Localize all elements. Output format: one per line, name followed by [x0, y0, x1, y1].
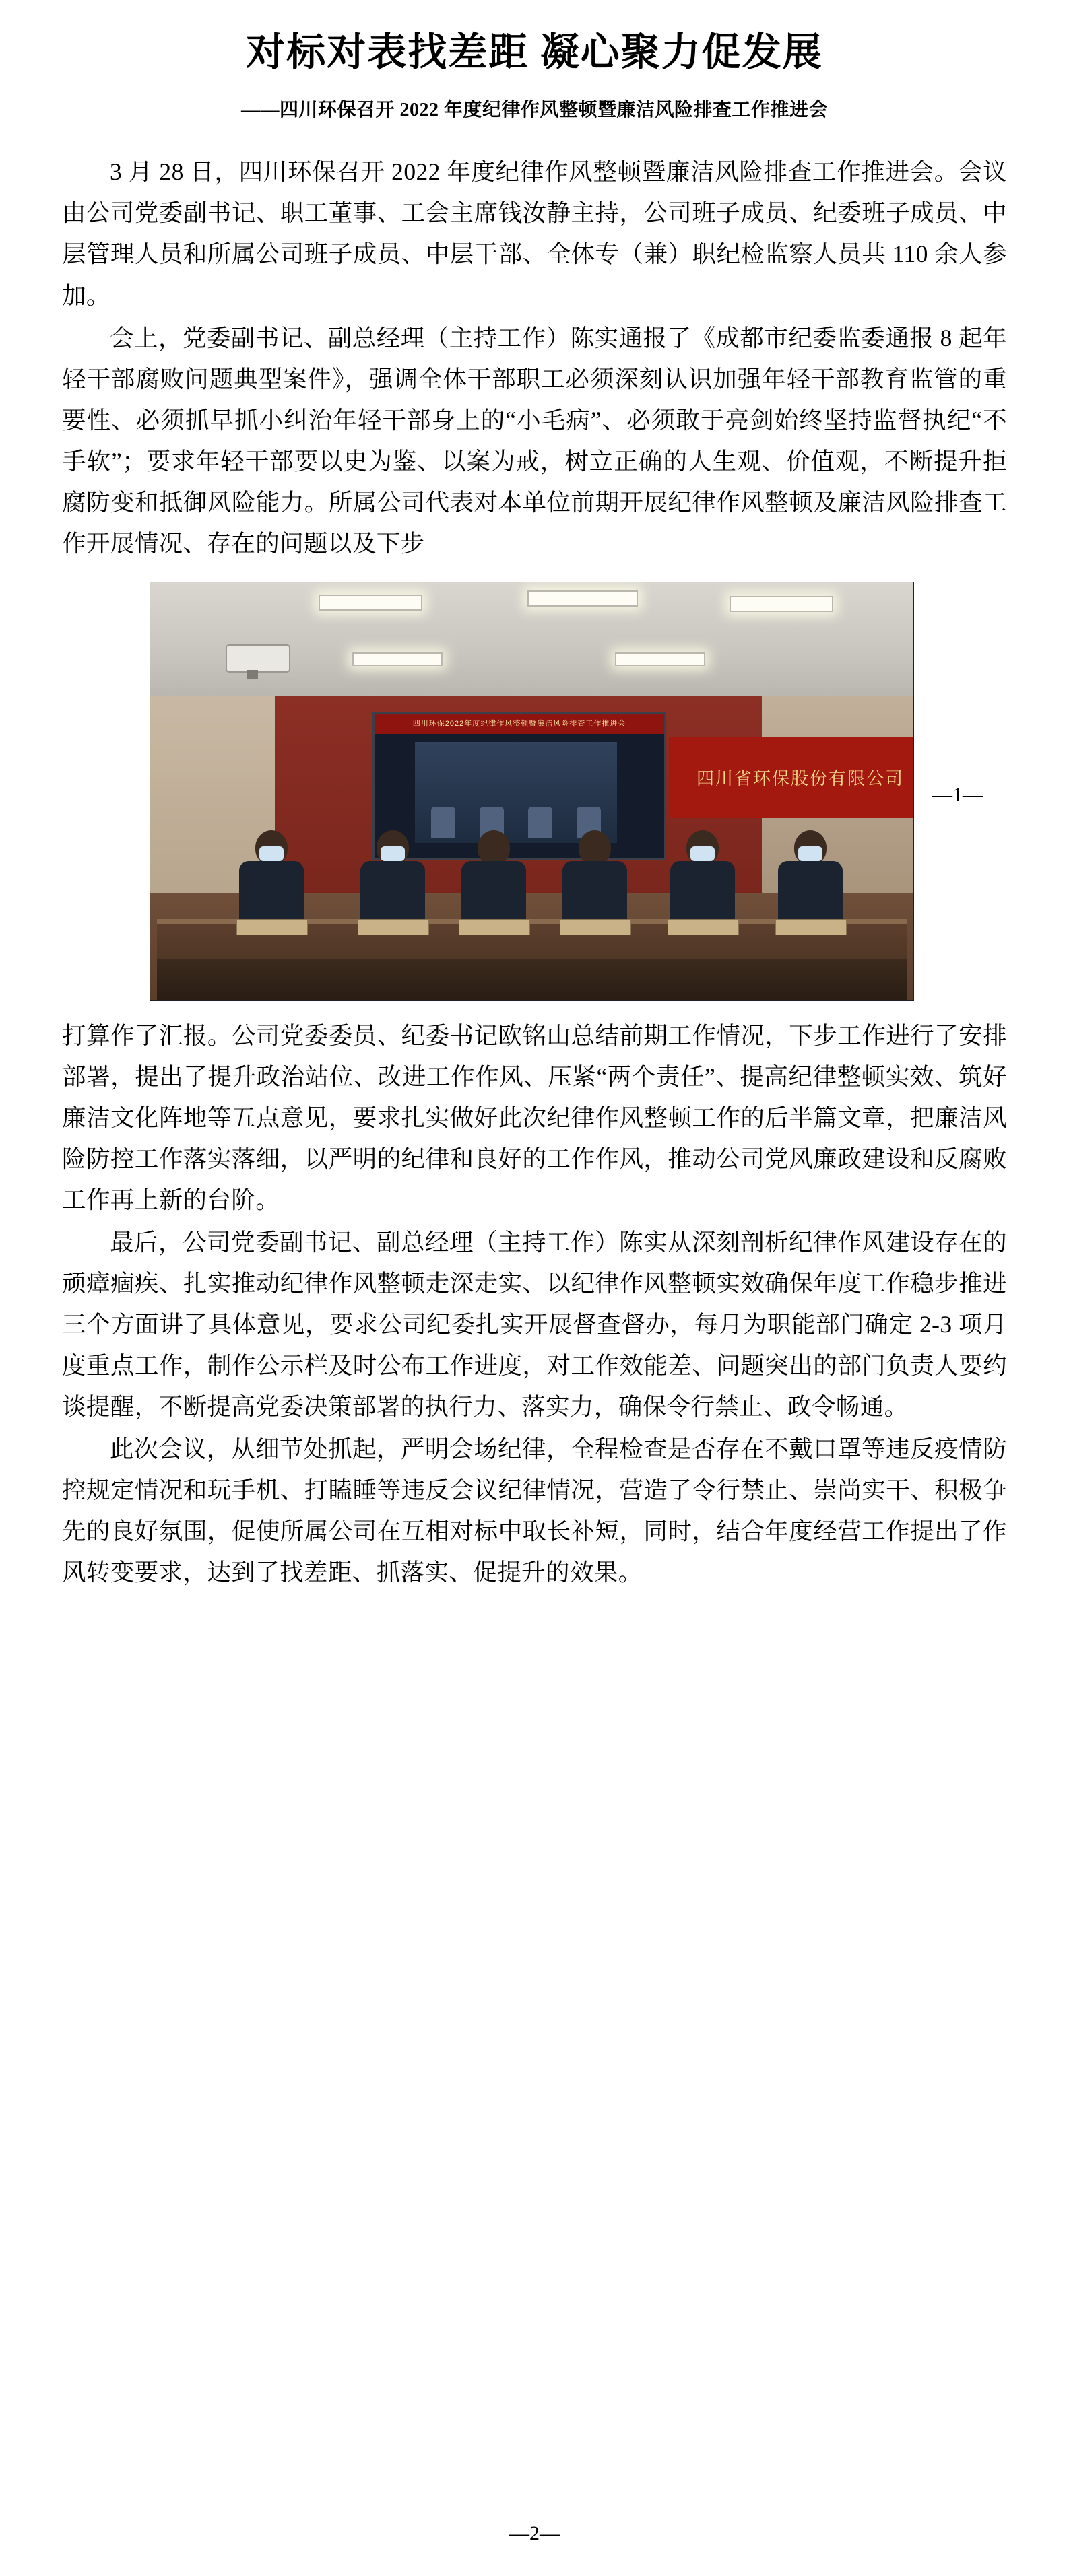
- nameplate: [236, 919, 308, 935]
- seated-person: [352, 830, 433, 918]
- paragraph-2: 会上，党委副书记、副总经理（主持工作）陈实通报了《成都市纪委监委通报 8 起年轻干部腐败问题典型案件》，强调全体干部职工必须深刻认识加强年轻干部教育监管的重要性、必须抓早抓小纠治年轻干部身上的“小毛病”、必须敢于亮剑始终坚持监督执纪“不手软”；要求年轻干部要以史为鉴、以案为戒，树立正确的人生观、价值观，不断提升拒腐防变和抵御风险能力。所属公司代表对本单位前期开展纪律作风整顿及廉洁风险排查工作开展情况、存在的问题以及下步: [62, 324, 1007, 557]
- person-body: [670, 861, 735, 919]
- nameplate: [668, 919, 739, 935]
- ceiling-light-icon: [527, 590, 638, 607]
- ceiling-light-icon: [319, 595, 422, 611]
- seated-person: [554, 830, 635, 918]
- nameplate: [775, 919, 847, 935]
- document-body: [0, 151, 1069, 1593]
- person-head: [579, 830, 611, 865]
- seated-person: [231, 830, 312, 918]
- side-page-mark: —1—: [932, 783, 983, 806]
- video-conference-view: [415, 742, 617, 843]
- page-title: 对标对表找差距 凝心聚力促发展: [246, 30, 823, 74]
- video-participant: [431, 807, 455, 838]
- seated-person: [662, 830, 743, 918]
- person-body: [360, 861, 425, 919]
- person-body: [461, 861, 526, 919]
- paragraph-5: 此次会议，从细节处抓起，严明会场纪律，全程检查是否存在不戴口罩等违反疫情防控规定情况和玩手机、打瞌睡等违反会议纪律情况，营造了令行禁止、崇尚实干、积极争先的良好氛围，促使所属公司在互相对标中取长补短，同时，结合年度经营工作提出了作风转变要求，达到了找差距、抓落实、促提升的效果。: [62, 1435, 1007, 1586]
- person-head: [478, 830, 510, 865]
- person-body: [562, 861, 627, 919]
- face-mask-icon: [381, 846, 405, 861]
- paragraph-1: 3 月 28 日，四川环保召开 2022 年度纪律作风整顿暨廉洁风险排查工作推进会。会议由公司党委副书记、职工董事、工会主席钱汝静主持，公司班子成员、纪委班子成员、中层管理人员和所属公司班子成员、中层干部、全体专（兼）职纪检监察人员共 110 余人参加。: [62, 158, 1007, 309]
- projector-icon: [226, 644, 290, 673]
- seated-person: [453, 830, 534, 918]
- ceiling-light-icon: [615, 652, 705, 666]
- page-subtitle: ——四川环保召开 2022 年度纪律作风整顿暨廉洁风险排查工作推进会: [240, 100, 828, 121]
- nameplate: [358, 919, 429, 935]
- paragraph-4: 最后，公司党委副书记、副总经理（主持工作）陈实从深刻剖析纪律作风建设存在的顽瘴痼疾、扎实推动纪律作风整顿走深走实、以纪律作风整顿实效确保年度工作稳步推进三个方面讲了具体意见，要求公司纪委扎实开展督查督办，每月为职能部门确定 2-3 项月度重点工作，制作公示栏及时公布工作进度，对工作效能差、问题突出的部门负责人要约谈提醒，不断提高党委决策部署的执行力、落实力，确保令行禁止、政令畅通。: [62, 1229, 1007, 1421]
- wall-banner-text: 四川省环保股份有限公司: [669, 737, 914, 818]
- ceiling-light-icon: [352, 652, 443, 666]
- face-mask-icon: [259, 846, 284, 861]
- screen-banner-text: 四川环保2022年度纪律作风整顿暨廉洁风险排查工作推进会: [375, 714, 664, 734]
- nameplate: [459, 919, 530, 935]
- paragraph-3: 打算作了汇报。公司党委委员、纪委书记欧铭山总结前期工作情况，下步工作进行了安排部署，提出了提升政治站位、改进工作作风、压紧“两个责任”、提高纪律整顿实效、筑好廉洁文化阵地等五点意见，要求扎实做好此次纪律作风整顿工作的后半篇文章，把廉洁风险防控工作落实落细，以严明的纪律和良好的工作作风，推动公司党风廉政建设和反腐败工作再上新的台阶。: [62, 1021, 1007, 1214]
- person-body: [239, 861, 304, 919]
- document-page: [0, 27, 1069, 2576]
- ceiling-light-icon: [730, 596, 833, 612]
- meeting-photo-figure: [62, 582, 1007, 1001]
- face-mask-icon: [690, 846, 715, 861]
- seated-person: [770, 830, 851, 918]
- table-skirt: [157, 959, 907, 1000]
- face-mask-icon: [798, 846, 822, 861]
- meeting-photo: [150, 582, 914, 1001]
- nameplate: [560, 919, 631, 935]
- person-body: [778, 861, 843, 919]
- page-number: —2—: [509, 2522, 560, 2544]
